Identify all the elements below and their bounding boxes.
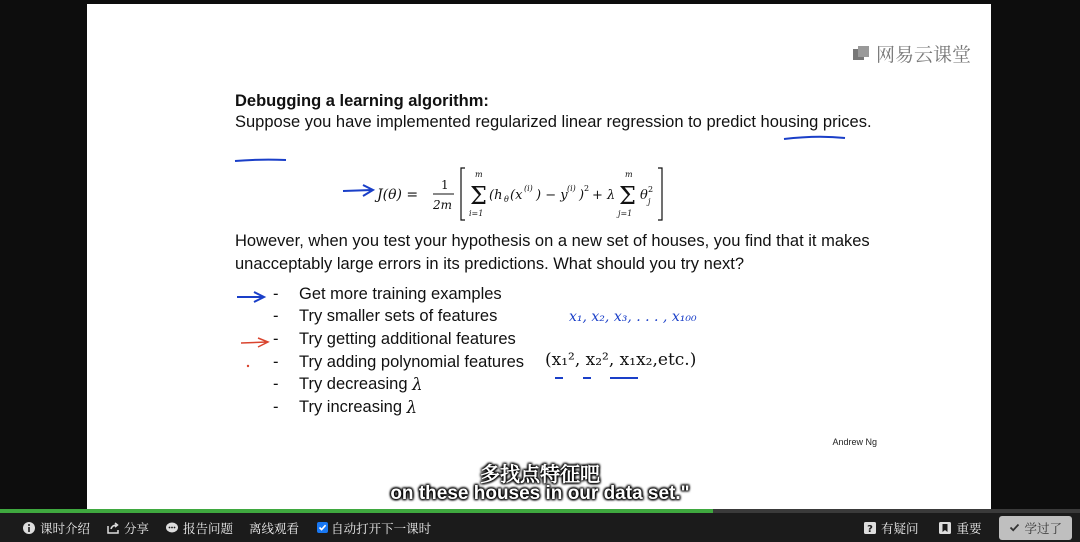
- list-item: - Try increasing λ: [273, 397, 418, 417]
- svg-text:θ: θ: [504, 195, 509, 204]
- handwritten-features: x₁, x₂, x₃, . . . , x₁₀₀: [569, 309, 697, 325]
- list-item: - Try adding polynomial features: [273, 352, 525, 371]
- slide-heading: Debugging a learning algorithm:: [235, 92, 489, 110]
- svg-text:): ): [579, 188, 585, 203]
- slide-intro: Suppose you have implemented regularized linear regression to predict housing prices.: [235, 113, 872, 131]
- share-icon: [106, 521, 120, 535]
- list-item: - Get more training examples: [273, 284, 502, 303]
- toolbar-right: [863, 516, 1080, 540]
- subtitle-chinese: 多找点特征吧: [480, 464, 600, 486]
- svg-text:j: j: [648, 197, 651, 206]
- question-icon: [863, 521, 877, 535]
- svg-text:(x: (x: [510, 188, 523, 203]
- chat-icon: [165, 521, 179, 535]
- svg-text:2m: 2m: [433, 198, 453, 212]
- slide-paragraph: However, when you test your hypothesis on a new set of houses, you find that it makes unacceptably large errors in its predictions. What should you try next?: [235, 232, 870, 273]
- check-icon: [1009, 522, 1020, 533]
- intro-button[interactable]: 课时介绍: [22, 519, 90, 537]
- svg-text:m: m: [475, 170, 483, 179]
- svg-text:(i): (i): [567, 184, 576, 193]
- svg-text:Σ: Σ: [619, 182, 636, 210]
- mark-learned-button[interactable]: 学过了: [999, 516, 1072, 540]
- formula-svg: [337, 164, 697, 226]
- question-button[interactable]: ? 有疑问: [863, 519, 919, 537]
- svg-text:2: 2: [584, 184, 590, 193]
- list-item: - Try decreasing λ: [273, 375, 423, 395]
- svg-text:?: ?: [867, 523, 873, 535]
- svg-text:j=1: j=1: [618, 209, 633, 218]
- svg-text:+ λ: + λ: [592, 188, 616, 203]
- svg-text:i=1: i=1: [469, 209, 484, 218]
- report-button[interactable]: 报告问题: [165, 519, 233, 537]
- autoplay-checkbox[interactable]: 自动打开下一课时: [317, 519, 431, 537]
- suggestion-list: [273, 283, 524, 419]
- svg-text:1: 1: [441, 178, 449, 192]
- cost-function-formula: [337, 164, 697, 226]
- svg-text:(i): (i): [524, 184, 533, 193]
- info-icon: [22, 521, 36, 535]
- red-arrow-list: [241, 338, 268, 347]
- svg-text:Σ: Σ: [470, 182, 487, 210]
- svg-text:2: 2: [648, 185, 654, 194]
- logo-text: 网易云课堂: [875, 45, 971, 66]
- svg-text:) − y: ) − y: [536, 188, 568, 203]
- player-toolbar: [0, 513, 1080, 542]
- list-item: - Try getting additional features: [273, 329, 516, 348]
- svg-text:m: m: [625, 170, 633, 179]
- list-item: - Try smaller sets of features: [273, 307, 498, 326]
- blue-arrow-list: [237, 292, 264, 302]
- bookmark-icon: [938, 521, 952, 535]
- offline-button[interactable]: 离线观看: [249, 521, 300, 536]
- subtitle-english: on these houses in our data set.": [390, 483, 690, 504]
- checkbox-checked-icon: [317, 522, 328, 533]
- lecture-slide: [87, 4, 991, 510]
- share-button[interactable]: 分享: [106, 519, 149, 537]
- svg-text:θ: θ: [640, 188, 648, 203]
- svg-text:J(θ) =: J(θ) =: [377, 187, 419, 203]
- svg-text:(h: (h: [489, 188, 503, 203]
- important-button[interactable]: 重要: [938, 519, 981, 537]
- polynomial-terms: (x₁², x₂², x₁x₂,etc.): [545, 350, 697, 370]
- author-credit: Andrew Ng: [832, 437, 877, 447]
